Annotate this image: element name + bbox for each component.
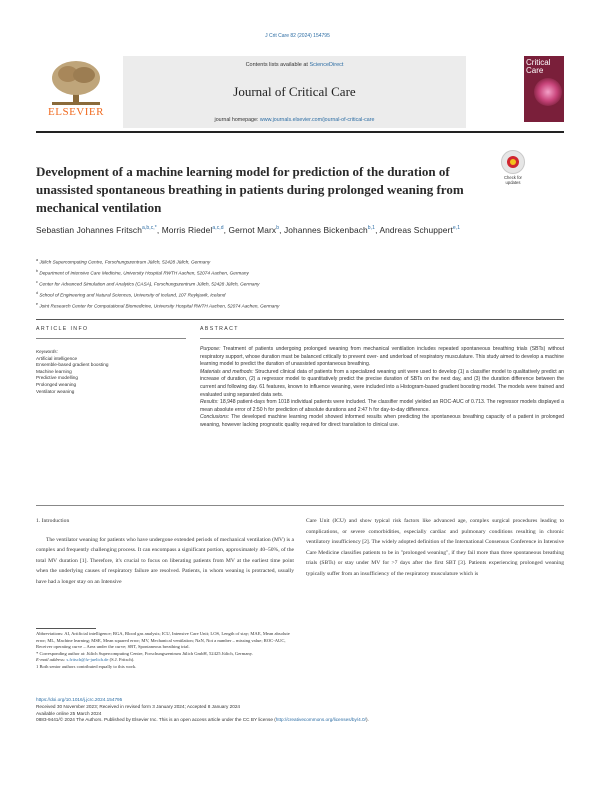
elsevier-wordmark: ELSEVIER: [48, 106, 104, 118]
affiliation: $^a$ Jülich Supercomputing Centre, Forschungszentrum Jülich, 52428 Jülich, Germany: [36, 258, 211, 265]
contents-line: [123, 62, 466, 68]
keyword: Artificial intelligence: [36, 355, 78, 361]
affiliations: [36, 256, 536, 311]
abstract-bottom-rule: [36, 505, 564, 506]
homepage-prefix: journal homepage:: [214, 117, 259, 123]
affiliation: $^b$ Department of Intensive Care Medicine, University Hospital RWTH Aachen, 52074 Aachen, Germany: [36, 268, 249, 276]
author-list: Sebastian Johannes Fritsch$^{a,b,c,*}$, Morris Riedel$^{a,c,d}$, Gernot Marx$^b$, Johannes Bickenbach$^{b,1}$, Andreas Schuppert$^{e,1}$: [36, 224, 461, 235]
author-sup[interactable]: a,b,c,*: [141, 225, 157, 231]
journal-reference[interactable]: J Crit Care 82 (2024) 154795: [265, 33, 330, 39]
keywords-block: [36, 349, 186, 395]
abstract-paragraph: Materials and methods: Structured clinical data of patients from a specialized weaning unit were used to develop (1) a classifier model to qualitatively predict an increase of duration, (2) a regressor model to quantitatively predict the precise duration of SBTs on the next day, and (3) the duration difference between the current and following day. 61 features, known to influence weaning, were included into a Histogram-based gradient boosting model. The models were trained and evaluated using separated data sets.: [200, 368, 564, 398]
article-info-heading: ARTICLE INFO: [36, 326, 89, 332]
footnotes: [36, 631, 294, 671]
check-updates-label: Check for updates: [504, 175, 522, 185]
doi-link[interactable]: https://doi.org/10.1016/j.jcrc.2024.154795: [36, 697, 123, 702]
publication-info: [36, 697, 564, 724]
keyword: Ventilator weaning: [36, 388, 75, 394]
body-column-right: [306, 516, 564, 580]
received-dates: Received 30 November 2023; Received in revised form 3 January 2024; Accepted 8 January 2024: [36, 703, 241, 709]
keyword: Predictive modelling: [36, 375, 78, 381]
homepage-line: [123, 117, 466, 123]
article-title: Development of a machine learning model for prediction of the duration of unassisted spontaneous breathing in patients during prolonged weaning from mechanical ventilation: [36, 164, 464, 215]
abstract-paragraph: Conclusions: The developed machine learning model showed informed results when predicting the spontaneous breathing capacity of a patient in prolonged weaning, however lacking prognostic quality required for direct translation to clinical use.: [200, 414, 564, 428]
footnote-equal: 1 Both senior authors contributed equally to this work.: [36, 663, 137, 669]
abstract-body: [200, 346, 564, 430]
section-heading-introduction: 1. Introduction: [36, 518, 70, 524]
keyword: Ensemble-based gradient boosting: [36, 362, 109, 368]
check-updates-icon: [501, 150, 525, 174]
affiliation: $^e$ Joint Research Center for Computational Biomedicine, University Hospital RWTH Aachen, 52074 Aachen, Germany: [36, 301, 280, 309]
author-name[interactable]: Johannes Bickenbach: [283, 224, 368, 235]
keyword: Prolonged weaning: [36, 381, 77, 387]
section-divider: [36, 319, 564, 320]
check-for-updates-badge[interactable]: [500, 150, 526, 184]
author-name[interactable]: Sebastian Johannes Fritsch: [36, 224, 142, 235]
abstract-paragraph: Results: 18,948 patient-days from 1018 individual patients were included. The classifier model yielded an ROC-AUC of 0.713. The regressor models displayed a mean absolute error of 2:50 h for prediction of absolute durations and 2:47 h for day-to-day difference.: [200, 399, 565, 413]
author-name[interactable]: Andreas Schuppert: [379, 224, 453, 235]
abstract-heading: ABSTRACT: [200, 326, 239, 332]
affiliation: $^c$ Center for Advanced Simulation and Analytics (CASA), Forschungszentrum Jülich, 52428 Jülich, Germany: [36, 279, 260, 287]
author-name[interactable]: Gernot Marx: [228, 224, 277, 235]
abstract-rule: [200, 338, 564, 339]
cover-graphic: [534, 78, 562, 106]
online-date: Available online 25 March 2024: [36, 710, 102, 716]
author-name[interactable]: Morris Riedel: [161, 224, 213, 235]
author-sup[interactable]: a,c,d: [212, 225, 224, 231]
article-info-rule: [36, 338, 186, 339]
body-paragraph: The ventilator weaning for patients who have undergone extended periods of mechanical ventilation (MV) is a complex and frequently challenging process. It can encompass a significant portion, approximately 40–50%, of the total MV duration [1]. Therefore, it's crucial to focus on liberating patients from MV at the earliest time point when the underlying causes of respiratory failure are resolved. Patients, in whom weaning is protracted, usually have had a longer stay on an Intensive: [36, 536, 294, 585]
elsevier-tree-icon: [46, 58, 106, 106]
license-line: 0883-9441/© 2024 The Authors. Published by Elsevier Inc. This is an open access article under the CC BY license (http://creativecommons.org/licenses/by/4.0/).: [36, 717, 369, 723]
elsevier-logo: [36, 56, 116, 128]
author-sup[interactable]: e,1: [452, 225, 461, 231]
abstract-paragraph: Purpose: Treatment of patients undergoing prolonged weaning from mechanical ventilation includes repeated spontaneous breathing trials (SBTs) without respiratory support, whose duration must be balanced critically to prevent over- and underload of respiratory musculature. This study aimed to develop a machine learning model to predict the duration of unassisted spontaneous breathing.: [200, 346, 564, 368]
footnote-corresponding: * Corresponding author at: Jülich Supercomputing Centre, Forschungszentrum Jülich GmbH, 52425 Jülich, Germany.: [36, 650, 253, 656]
license-link[interactable]: http://creativecommons.org/licenses/by/4.0/: [275, 717, 366, 723]
affiliation: $^d$ School of Engineering and Natural Sciences, University of Iceland, 107 Reykjavik, Iceland: [36, 290, 226, 298]
keyword: Machine learning: [36, 368, 72, 374]
homepage-link[interactable]: www.journals.elsevier.com/journal-of-critical-care: [259, 117, 375, 123]
sciencedirect-link[interactable]: ScienceDirect: [309, 62, 344, 68]
journal-title: Journal of Critical Care: [233, 84, 356, 99]
author-sup[interactable]: b,1: [367, 225, 376, 231]
keywords-heading: Keywords:: [36, 349, 58, 354]
header-divider: [36, 131, 564, 133]
footnote-email: E-mail address: s.fritsch@fz-juelich.de (S.J. Fritsch).: [36, 657, 135, 663]
body-column-left: [36, 516, 294, 588]
journal-cover-thumbnail: [524, 56, 564, 122]
body-paragraph: Care Unit (ICU) and show typical risk factors like advanced age, complex surgical procedures leading to complications, or severe comorbidities, especially cardiac and pulmonary conditions resulting in chronic ventilatory insufficiency [2]. The widely adopted definition of the International Consensus Conference in Intensive Care Medicine classifies patients to be in "prolonged weaning", if they fail more than three spontaneous breathing trials (SBTs) or stay under MV for >7 days after the first SBT [3]. Patients experiencing prolonged weaning typically suffer from an insufficiency of the respiratory musculature which is: [306, 518, 564, 577]
footnote-rule: [36, 628, 96, 629]
contents-prefix: Contents lists available at: [245, 62, 308, 68]
cover-title: Critical Care: [526, 58, 551, 75]
footnote-abbreviations: Abbreviations: AI, Artificial intelligence; BGA, Blood gas analysis; ICU, Intensive Care Unit; LOS, Length of stay; MAE, Mean absolute error; ML, Machine learning; MSE, Mean squared error; MV, Mechanical ventilation; NaN, Not a number – missing value; ROC-AUC, Receiver operating curve – Area under the curve; SBT, Spontaneous breathing trial.: [36, 631, 290, 650]
email-link[interactable]: s.fritsch@fz-juelich.de: [66, 657, 109, 663]
author-sup[interactable]: b: [276, 225, 280, 231]
